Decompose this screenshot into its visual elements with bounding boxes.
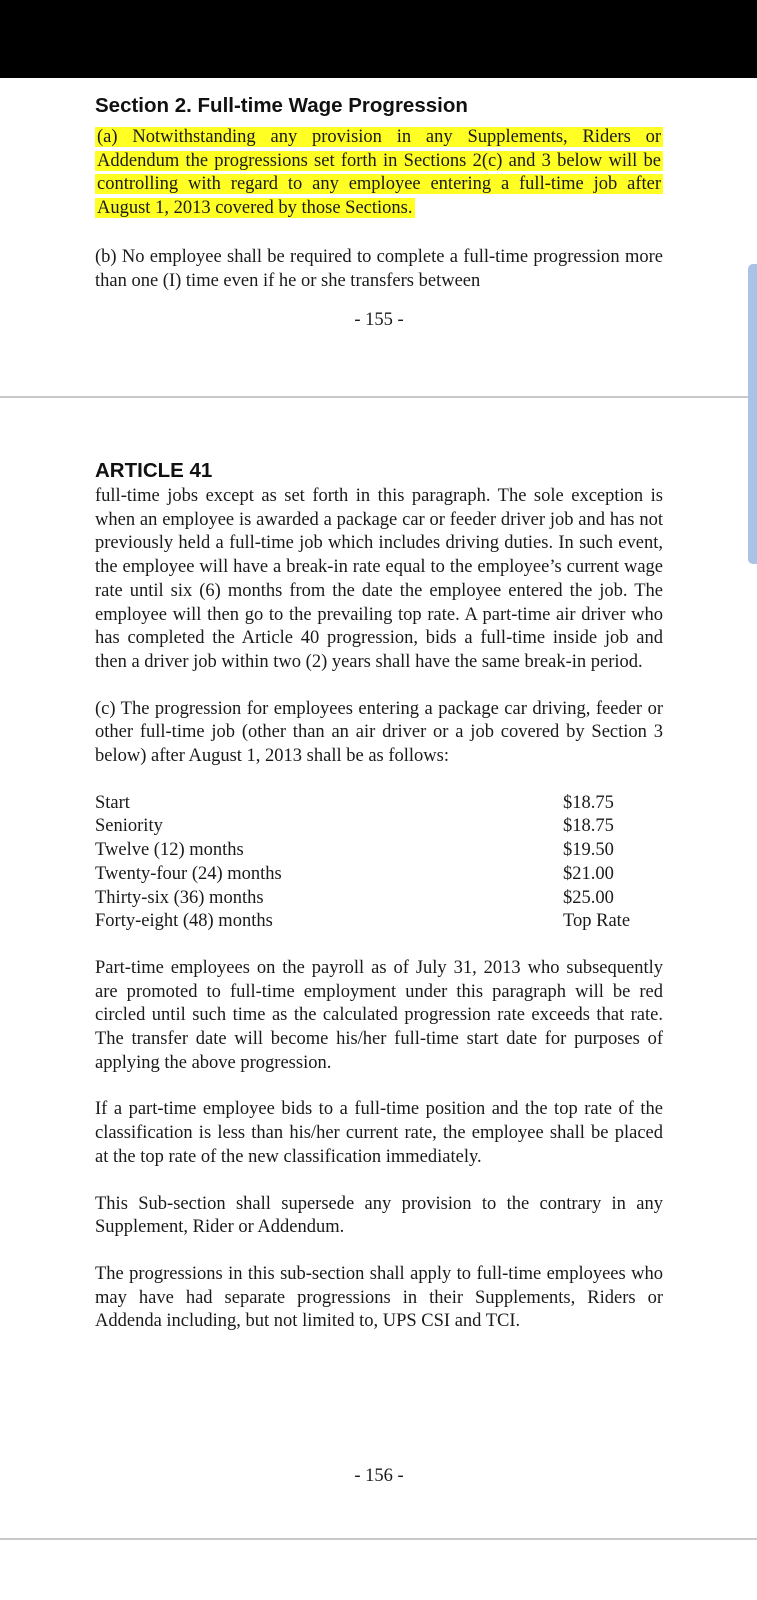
progression-step: Seniority <box>95 816 163 837</box>
progression-row <box>95 910 663 934</box>
paragraph-apply: The progressions in this sub-section shall apply to full-time employees who may have had separate progressions in their Supplements, Riders or Addenda including, but not limited to, UPS CSI and TCI. <box>95 1263 663 1332</box>
section-title: Section 2. Full-time Wage Progression <box>95 94 468 117</box>
progression-row <box>95 887 663 911</box>
progression-step: Forty-eight (48) months <box>95 911 273 932</box>
progression-rate: Top Rate <box>563 911 631 932</box>
progression-row <box>95 815 663 839</box>
article-title: ARTICLE 41 <box>95 459 213 482</box>
progression-step: Thirty-six (36) months <box>95 887 264 908</box>
progression-rate: $18.75 <box>563 816 614 837</box>
progression-step: Twenty-four (24) months <box>95 863 282 884</box>
page-155 <box>95 94 663 330</box>
progression-row <box>95 863 663 887</box>
progression-rate: $21.00 <box>563 863 614 884</box>
progression-rate: $25.00 <box>563 887 614 908</box>
progression-step: Twelve (12) months <box>95 840 244 861</box>
paragraph-a <box>95 126 663 221</box>
paragraph-supersede: This Sub-section shall supersede any provision to the contrary in any Supplement, Rider or Addendum. <box>95 1193 663 1238</box>
page-divider <box>0 396 757 398</box>
progression-rate: $19.50 <box>563 840 614 861</box>
progression-step: Start <box>95 792 130 813</box>
paragraph-part-time: Part-time employees on the payroll as of July 31, 2013 who subsequently are promoted to full-time employment under this paragraph will be red circled until such time as the calculated progression rate exceeds that rate. The transfer date will become his/her full-time start date for purposes of applying the above progression. <box>95 957 663 1073</box>
page-divider <box>0 1538 757 1540</box>
progression-row <box>95 839 663 863</box>
progression-rate: $18.75 <box>563 792 614 813</box>
page-number-156: - 156 - <box>354 1466 404 1486</box>
highlighted-text[interactable]: (a) Notwithstanding any provision in any Supplements, Riders or Addendum the progressions set forth in Sections 2(c) and 3 below will be controlling with regard to any employee entering a full-time job after August 1, 2013 covered by those Sections. <box>97 127 661 219</box>
page-156 <box>95 459 663 1486</box>
paragraph-bids: If a part-time employee bids to a full-time position and the top rate of the classification is less than his/her current rate, the employee shall be placed at the top rate of the new classification immediately. <box>95 1099 663 1167</box>
paragraph-b: (b) No employee shall be required to complete a full-time progression more than one (I) time even if he or she transfers between <box>95 246 663 291</box>
paragraph-c: (c) The progression for employees entering a package car driving, feeder or other full-time job (other than an air driver or a job covered by Section 3 below) after August 1, 2013 shall be as follows: <box>95 698 663 767</box>
scrollbar-thumb[interactable] <box>748 264 757 564</box>
progression-row <box>95 792 663 816</box>
paragraph-continued: full-time jobs except as set forth in this paragraph. The sole exception is when an employee is awarded a package car or feeder driver job and has not previously held a full-time job which includes driving duties. In such event, the employee will have a break-in rate equal to the employee’s current wage rate until six (6) months from the date the employee entered the job. The employee will then go to the prevailing top rate. A part-time air driver who has completed the Article 40 progression, bids a full-time inside job and then a driver job within two (2) years shall have the same break-in period. <box>95 486 663 672</box>
status-bar <box>0 0 757 78</box>
progression-table <box>95 792 663 934</box>
page-number-155: - 155 - <box>354 310 404 330</box>
